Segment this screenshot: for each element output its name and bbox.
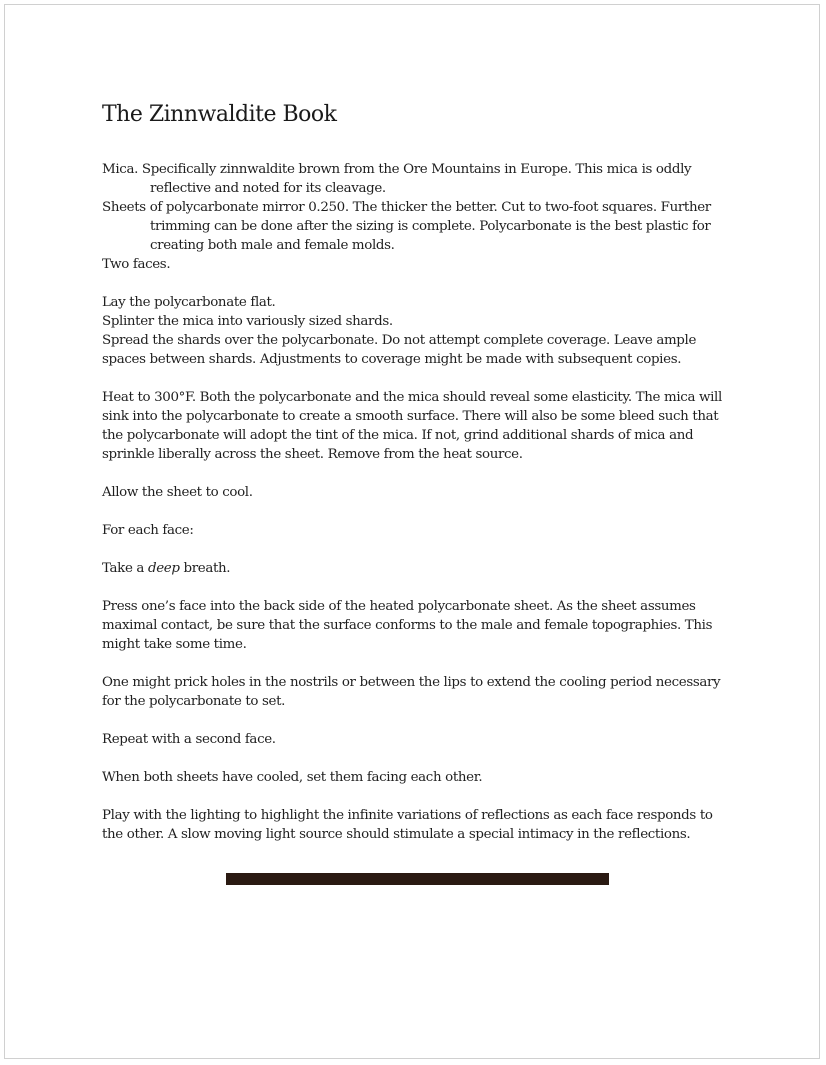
page-title: The Zinnwaldite Book bbox=[102, 102, 337, 127]
breath-emphasis: deep bbox=[147, 561, 180, 576]
step-splinter: Splinter the mica into variously sized shards. bbox=[102, 314, 393, 329]
prick-paragraph: One might prick holes in the nostrils or between the lips to extend the cooling period necessary for the polycarbonate to set. bbox=[102, 675, 721, 709]
material-item-mica: Mica. Specifically zinnwaldite brown from the Ore Mountains in Europe. This mica is oddly reflective and noted for its cleavage. bbox=[102, 162, 692, 196]
for-each-paragraph: For each face: bbox=[102, 523, 194, 538]
step-lay-flat: Lay the polycarbonate flat. bbox=[102, 295, 276, 310]
set-facing-paragraph: When both sheets have cooled, set them facing each other. bbox=[102, 770, 483, 785]
breath-after: breath. bbox=[179, 561, 231, 576]
lighting-paragraph: Play with the lighting to highlight the infinite variations of reflections as each face responds to the other. A slow moving light source should stimulate a special intimacy in the reflections. bbox=[102, 808, 713, 842]
decorative-rule bbox=[226, 873, 609, 885]
breath-before: Take a bbox=[102, 561, 148, 576]
heat-paragraph: Heat to 300°F. Both the polycarbonate and the mica should reveal some elasticity. The mica will sink into the polycarbonate to create a smooth surface. There will also be some bleed such that the polycarbonate will adopt the tint of the mica. If not, grind additional shards of mica and sprinkle liberally across the sheet. Remove from the heat source. bbox=[102, 390, 722, 462]
document-body bbox=[102, 101, 732, 863]
steps-block bbox=[102, 293, 732, 369]
press-paragraph: Press one’s face into the back side of the heated polycarbonate sheet. As the sheet assumes maximal contact, be sure that the surface conforms to the male and female topographies. This might take some time. bbox=[102, 599, 713, 652]
document-page bbox=[4, 4, 820, 1059]
repeat-paragraph: Repeat with a second face. bbox=[102, 732, 276, 747]
breath-paragraph bbox=[102, 559, 732, 578]
materials-list bbox=[102, 160, 732, 274]
cool-paragraph: Allow the sheet to cool. bbox=[102, 485, 253, 500]
material-item-faces: Two faces. bbox=[102, 257, 171, 272]
step-spread: Spread the shards over the polycarbonate. Do not attempt complete coverage. Leave ample spaces between shards. Adjustments to coverage might be made with subsequent copies. bbox=[102, 333, 697, 367]
material-item-polycarbonate: Sheets of polycarbonate mirror 0.250. The thicker the better. Cut to two-foot squares. Further trimming can be done after the sizing is complete. Polycarbonate is the best plastic for creating both male and female molds. bbox=[102, 200, 711, 253]
spacer bbox=[102, 274, 732, 293]
